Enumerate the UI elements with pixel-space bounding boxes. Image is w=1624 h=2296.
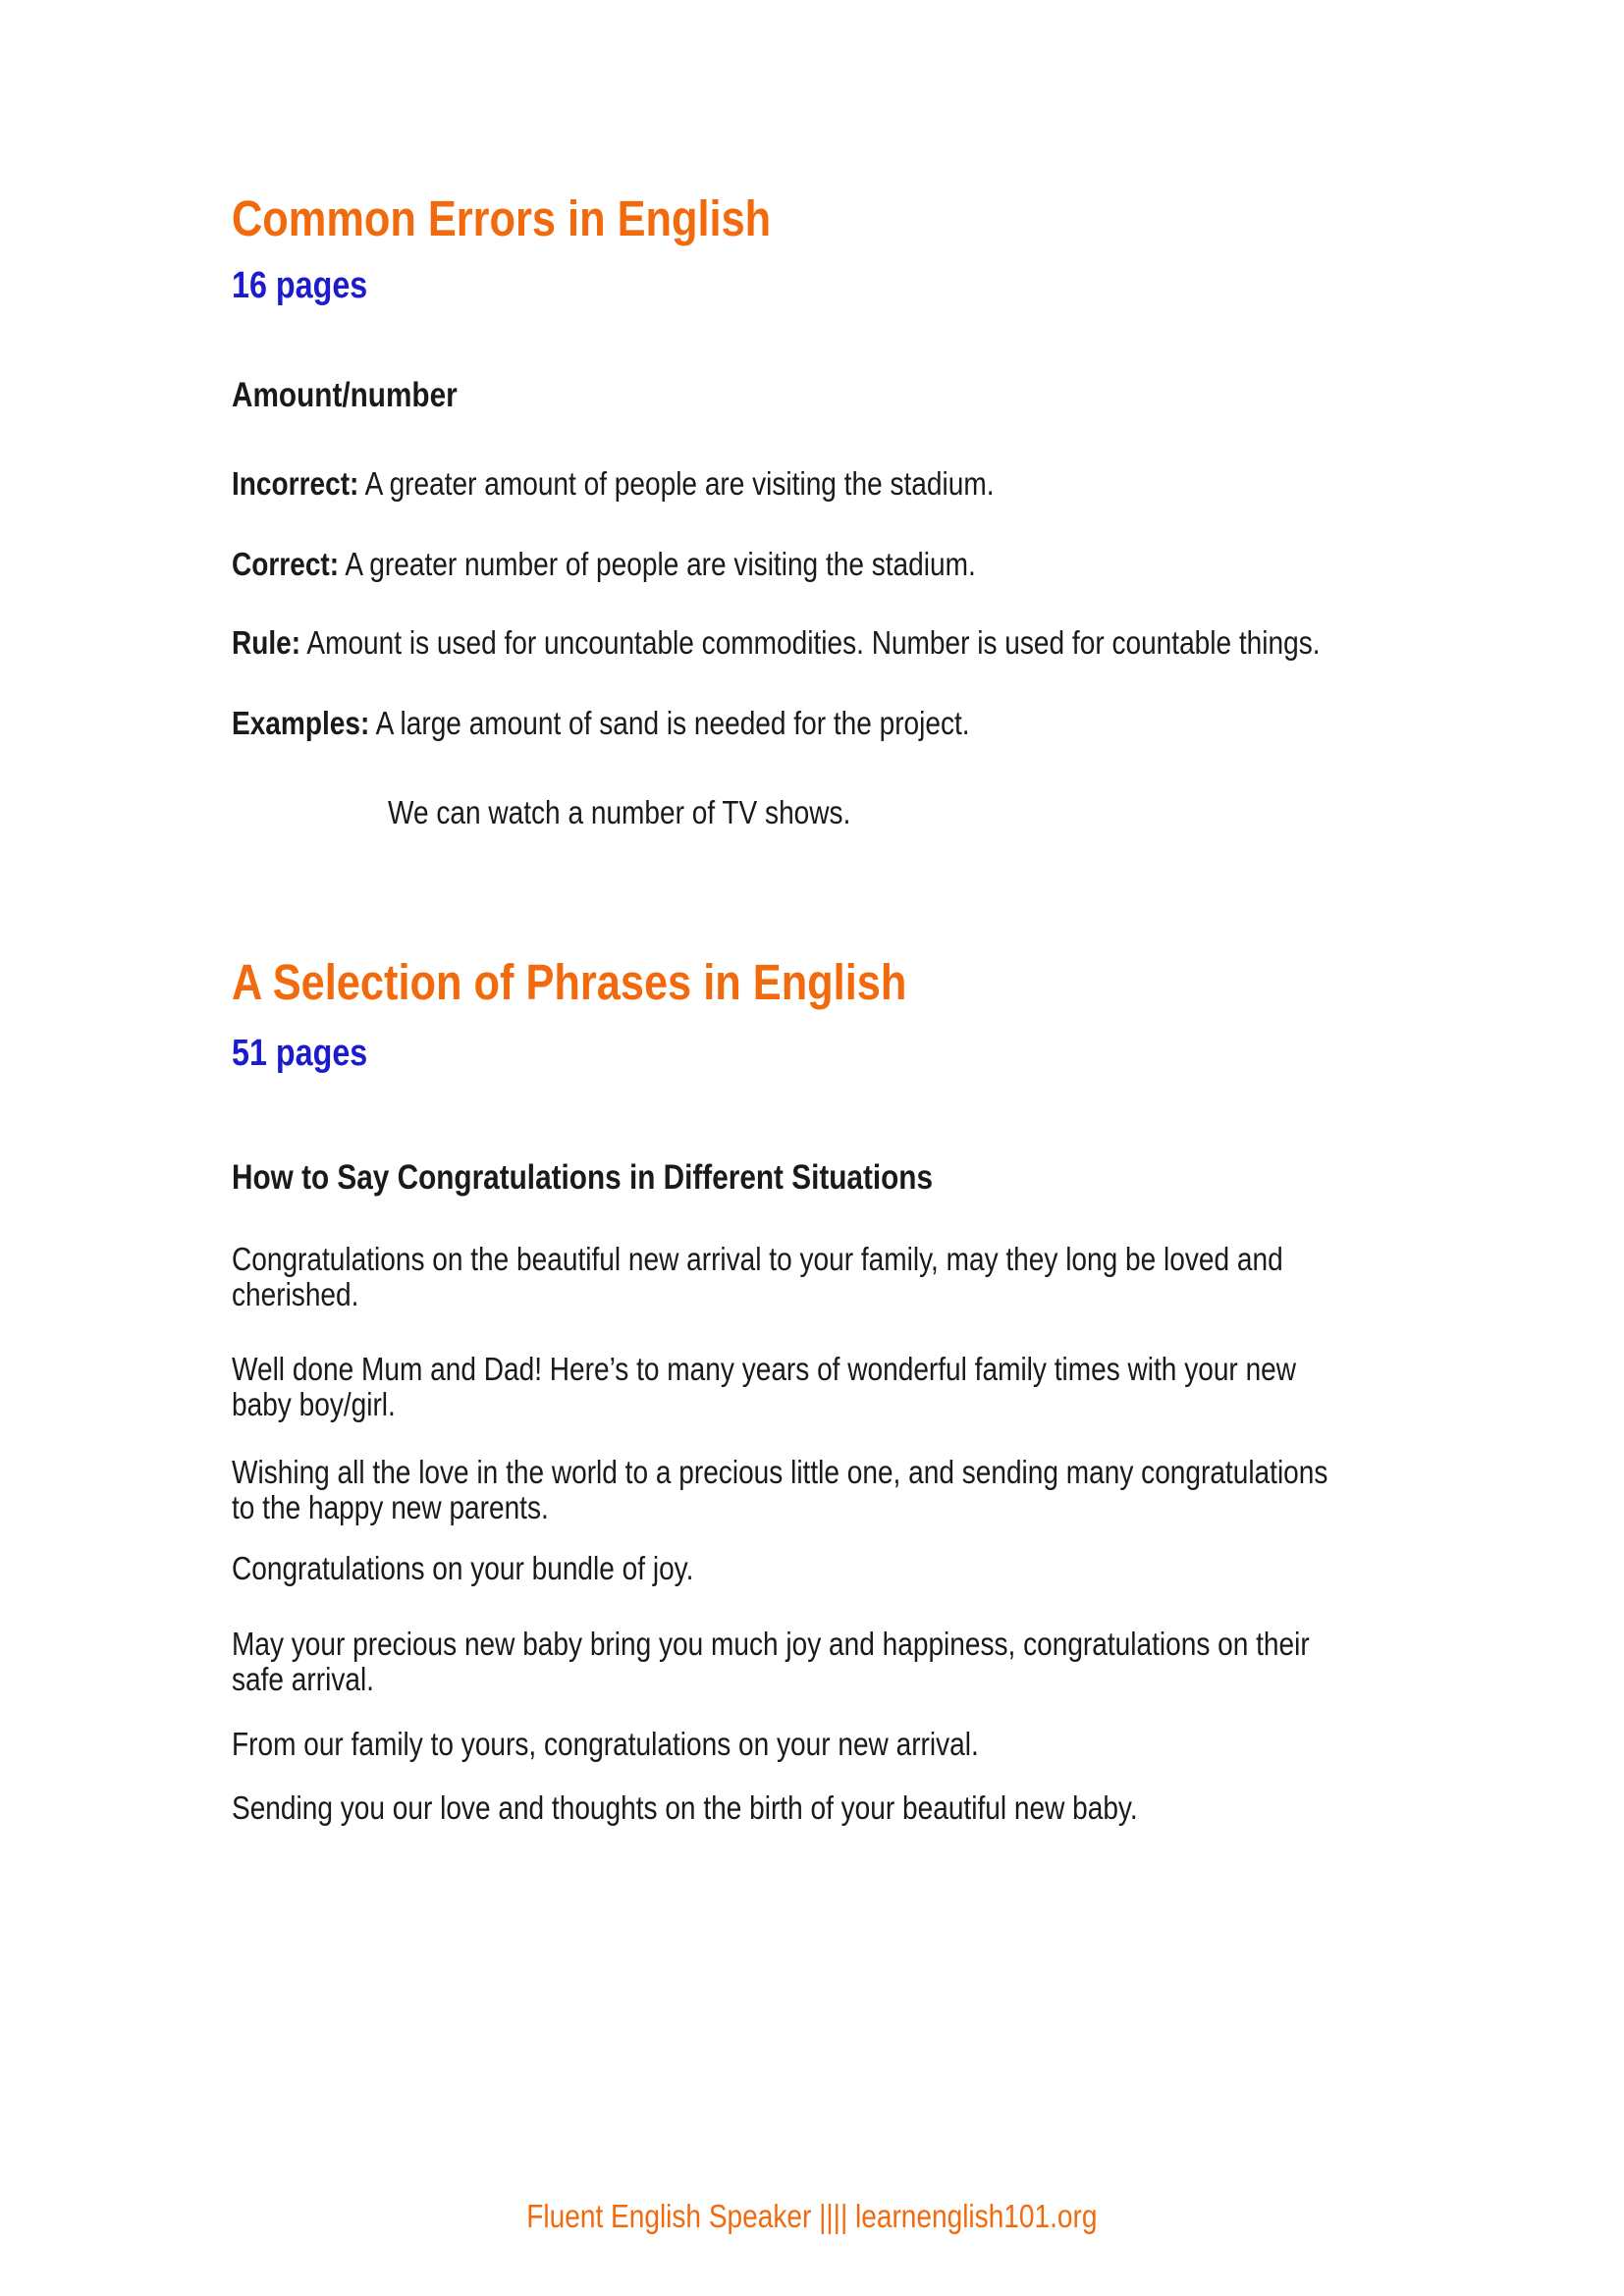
entry-text: A large amount of sand is needed for the project. bbox=[369, 705, 970, 741]
section-2-page-count: 51 pages bbox=[232, 1033, 368, 1074]
entry-label: Correct: bbox=[232, 546, 340, 582]
section-1-heading: Amount/number bbox=[232, 376, 458, 414]
entry-label: Incorrect: bbox=[232, 465, 359, 502]
paragraph-line: baby boy/girl. bbox=[232, 1386, 396, 1422]
phrase-paragraph bbox=[232, 1627, 1310, 1697]
paragraph-line: safe arrival. bbox=[232, 1661, 374, 1697]
section-2-heading: How to Say Congratulations in Different Situations bbox=[232, 1158, 934, 1197]
section-1-page-count: 16 pages bbox=[232, 265, 368, 306]
paragraph-line: From our family to yours, congratulations on your new arrival. bbox=[232, 1726, 979, 1762]
phrase-paragraph bbox=[232, 1727, 979, 1762]
paragraph-line: Congratulations on your bundle of joy. bbox=[232, 1550, 694, 1586]
phrase-paragraph bbox=[232, 1551, 693, 1586]
footer-text: Fluent English Speaker |||| learnenglish101.org bbox=[526, 2198, 1098, 2234]
phrase-paragraph bbox=[232, 1790, 1138, 1826]
paragraph-line: Sending you our love and thoughts on the birth of your beautiful new baby. bbox=[232, 1789, 1138, 1826]
phrase-paragraph bbox=[232, 1352, 1296, 1422]
entry-text: Amount is used for uncountable commodities. Number is used for countable things. bbox=[300, 624, 1321, 661]
page-footer bbox=[0, 2199, 1624, 2234]
indented-example: We can watch a number of TV shows. bbox=[388, 794, 851, 830]
entry-text: A greater number of people are visiting the stadium. bbox=[339, 546, 976, 582]
paragraph-line: May your precious new baby bring you much joy and happiness, congratulations on their bbox=[232, 1626, 1310, 1662]
phrase-paragraph bbox=[232, 1455, 1327, 1525]
section-1-title: Common Errors in English bbox=[232, 190, 772, 246]
entry-label: Rule: bbox=[232, 624, 301, 661]
usage-entry-rule bbox=[232, 625, 1321, 661]
phrase-paragraph bbox=[232, 1242, 1283, 1312]
paragraph-line: to the happy new parents. bbox=[232, 1489, 549, 1525]
usage-entry-correct bbox=[232, 547, 976, 582]
paragraph-line: Wishing all the love in the world to a precious little one, and sending many congratulations bbox=[232, 1454, 1328, 1490]
usage-entry-examples bbox=[232, 706, 970, 741]
paragraph-line: Well done Mum and Dad! Here’s to many years of wonderful family times with your new bbox=[232, 1351, 1297, 1387]
entry-text: A greater amount of people are visiting the stadium. bbox=[358, 465, 995, 502]
paragraph-line: cherished. bbox=[232, 1276, 359, 1312]
section-2-title: A Selection of Phrases in English bbox=[232, 954, 907, 1010]
paragraph-line: Congratulations on the beautiful new arrival to your family, may they long be loved and bbox=[232, 1241, 1283, 1277]
entry-label: Examples: bbox=[232, 705, 370, 741]
usage-entry-incorrect bbox=[232, 466, 994, 502]
